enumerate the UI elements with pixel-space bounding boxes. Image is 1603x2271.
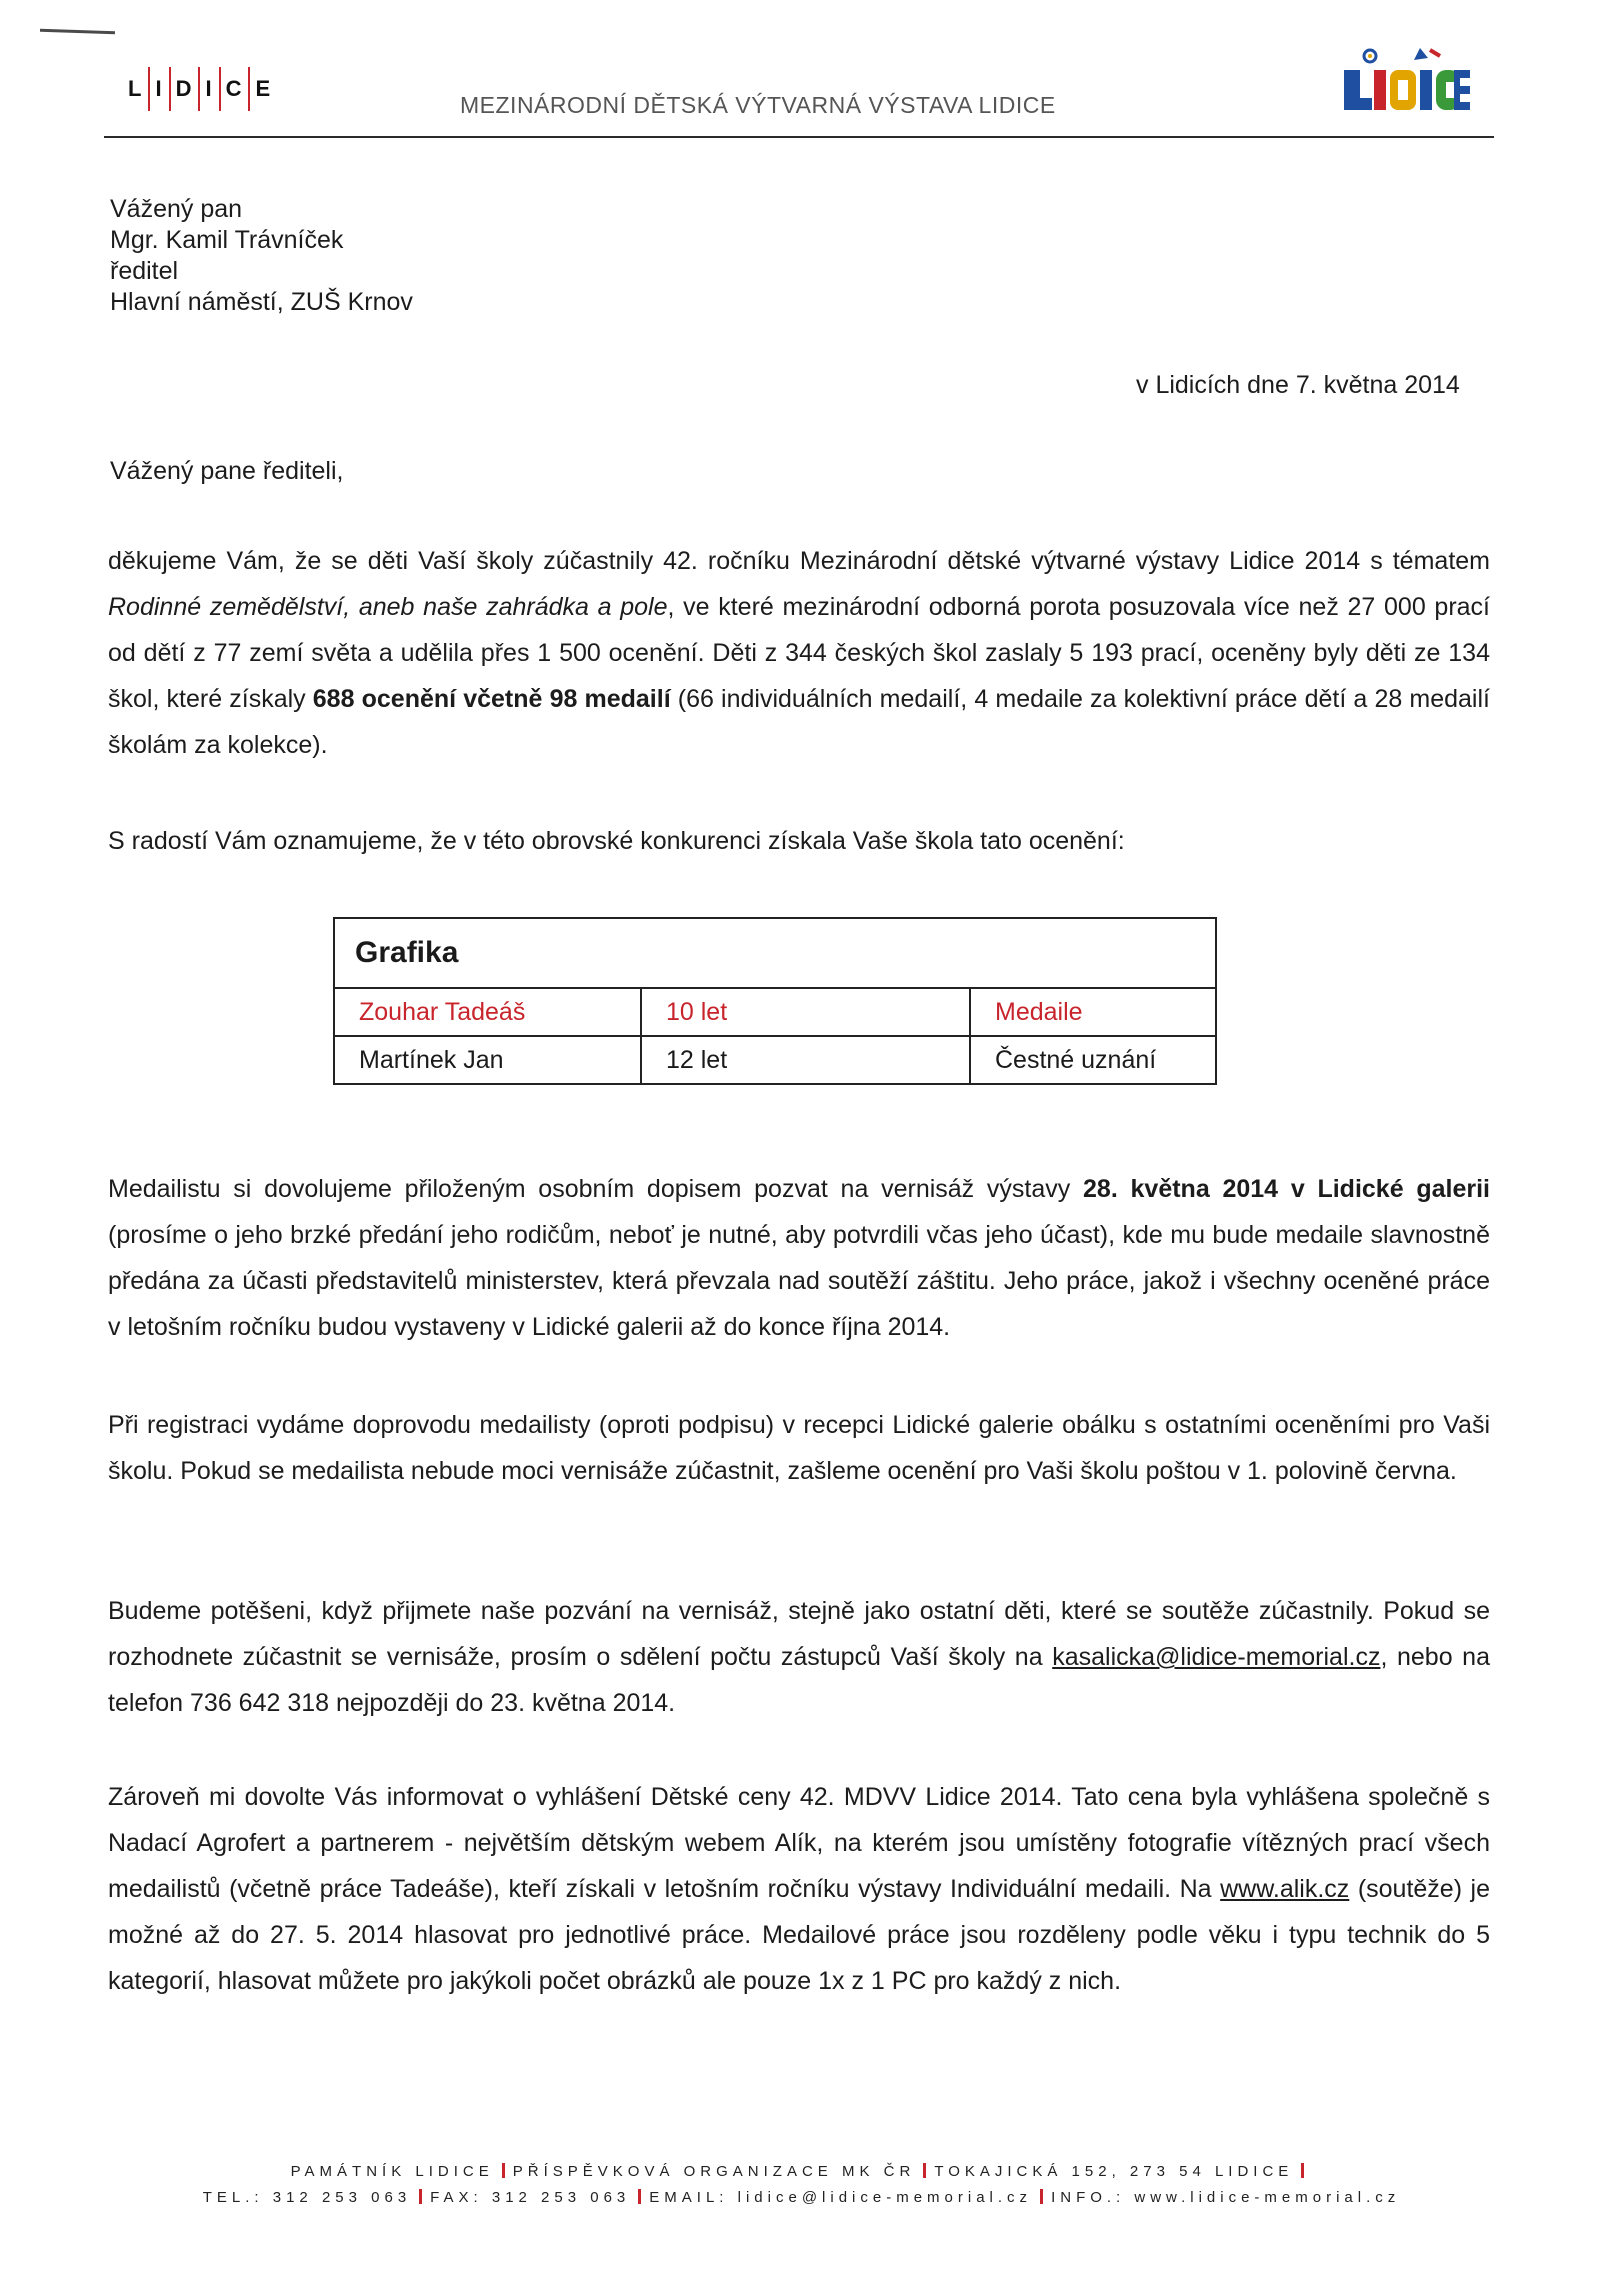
award-count-emphasis: 688 ocenění včetně 98 medailí [312,685,671,713]
paragraph-intro [108,538,1490,768]
footer-line-1 [0,2163,1603,2180]
paragraph-vernissage [108,1166,1490,1350]
awards-category-row [334,918,1216,988]
footer-text: PAMÁTNÍK LIDICE [290,2163,494,2180]
table-row [334,988,1216,1036]
footer-separator [923,2163,926,2178]
footer-text: INFO.: www.lidice-memorial.cz [1051,2189,1401,2206]
footer-separator [419,2189,422,2204]
recipient-block [110,194,413,318]
logo-letter: I [205,76,214,101]
email-link[interactable]: kasalicka@lidice-memorial.cz [1052,1643,1381,1671]
logo-divider [169,67,171,111]
footer-separator [1301,2163,1304,2178]
para-text: (66 individuálních medailí, 4 medaile za kolektivní práce dětí a 28 medailí školám za kolekce). [108,685,1490,759]
footer-separator [502,2163,505,2178]
scan-artifact-line [40,29,115,35]
student-name: Zouhar Tadeáš [334,988,641,1036]
alik-link[interactable]: www.alik.cz [1220,1875,1350,1903]
logo-divider [148,67,150,111]
salutation: Vážený pane řediteli, [110,457,344,485]
para-text: Zároveň mi dovolte Vás informovat o vyhlášení Dětské ceny 42. MDVV Lidice 2014. Tato cena byla vyhlášena společně s Nadací Agrofert a partnerem - největším dětským webem Alík, na kterém jsou umístěny fotografie vítězných prací všech medailistů (včetně práce Tadeáše), kteří získali v letošním ročníku výstavy Individuální medaili. Na [108,1783,1490,1903]
para-text: děkujeme Vám, že se děti Vaší školy zúčastnily 42. ročníku Mezinárodní dětské výtvarné výstavy Lidice 2014 s tématem [108,547,1490,575]
para-text: Medailistu si dovolujeme přiloženým osobním dopisem pozvat na vernisáž výstavy [108,1175,1084,1203]
logo-letter: L [128,76,144,101]
recipient-line: ředitel [110,257,179,285]
paragraph-childrens-prize [108,1774,1490,2004]
lidice-children-logo-icon [1342,44,1472,114]
para-text: , nebo na telefon 736 642 318 nejpozději do 23. května 2014. [108,1643,1490,1717]
footer-text: FAX: 312 253 063 [430,2189,631,2206]
student-age: 12 let [641,1036,970,1084]
footer-separator [1040,2189,1043,2204]
awards-category: Grafika [334,918,1216,988]
footer-text: EMAIL: lidice@lidice-memorial.cz [649,2189,1033,2206]
para-text: (prosíme o jeho brzké předání jeho rodičům, neboť je nutné, aby potvrdili včas jeho účast), kde mu bude medaile slavnostně předána za účasti představitelů ministerstev, která převzala nad soutěží záštitu. Jeho práce, jakož i všechny oceněné práce v letošním ročníku budou vystaveny v Lidické galerii až do konce října 2014. [108,1221,1490,1341]
lidice-logo-left [128,66,272,112]
vernissage-date-emphasis: 28. května 2014 v Lidické galerii [1083,1175,1490,1203]
footer-line-2 [0,2189,1603,2206]
footer-separator [638,2189,641,2204]
student-award: Medaile [970,988,1216,1036]
logo-letter: C [225,76,244,101]
footer-text: TOKAJICKÁ 152, 273 54 LIDICE [934,2163,1294,2180]
para-text: , ve které mezinárodní odborná porota posuzovala více než 27 000 prací od dětí z 77 zemí světa a udělila přes 1 500 ocenění. Děti z 344 českých škol zaslaly 5 193 prací, oceněny byly děti ze 134 škol, které získaly [108,593,1490,713]
recipient-line: Mgr. Kamil Trávníček [110,226,344,254]
recipient-line: Hlavní náměstí, ZUŠ Krnov [110,288,413,316]
awards-table [333,917,1217,1085]
paragraph-announcement: S radostí Vám oznamujeme, že v této obrovské konkurenci získala Vaše škola tato ocenění: [108,827,1125,855]
recipient-line: Vážený pan [110,195,243,223]
para-text: Budeme potěšeni, když přijmete naše pozvání na vernisáž, stejně jako ostatní děti, které se soutěže zúčastnily. Pokud se rozhodnete zúčastnit se vernisáže, prosím o sdělení počtu zástupců Vaší školy na [108,1597,1490,1671]
theme-title: Rodinné zemědělství, aneb naše zahrádka a pole [108,593,668,621]
header-divider [104,136,1494,138]
logo-divider [219,67,221,111]
logo-letter: E [255,76,273,101]
student-name: Martínek Jan [334,1036,641,1084]
logo-divider [198,67,200,111]
table-row [334,1036,1216,1084]
student-award: Čestné uznání [970,1036,1216,1084]
paragraph-registration: Při registraci vydáme doprovodu medailisty (oproti podpisu) v recepci Lidické galerie obálku s ostatními oceněními pro Vaši školu. Pokud se medailista nebude moci vernisáže zúčastnit, zašleme ocenění pro Vaši školu poštou v 1. polovině června. [108,1411,1490,1485]
date-line: v Lidicích dne 7. května 2014 [1136,371,1460,399]
para-text: (soutěže) je možné až do 27. 5. 2014 hlasovat pro jednotlivé práce. Medailové práce jsou rozděleny podle věku i typu technik do 5 kategorií, hlasovat můžete pro jakýkoli počet obrázků ale pouze 1x z 1 PC pro každý z nich. [108,1875,1490,1995]
logo-letter: D [175,76,194,101]
footer-text: PŘÍSPĚVKOVÁ ORGANIZACE MK ČR [512,2163,916,2180]
student-age: 10 let [641,988,970,1036]
logo-letter: I [155,76,164,101]
footer-text: TEL.: 312 253 063 [202,2189,412,2206]
paragraph-rsvp [108,1588,1490,1726]
logo-divider [248,67,250,111]
header-title: MEZINÁRODNÍ DĚTSKÁ VÝTVARNÁ VÝSTAVA LIDICE [460,92,1056,118]
